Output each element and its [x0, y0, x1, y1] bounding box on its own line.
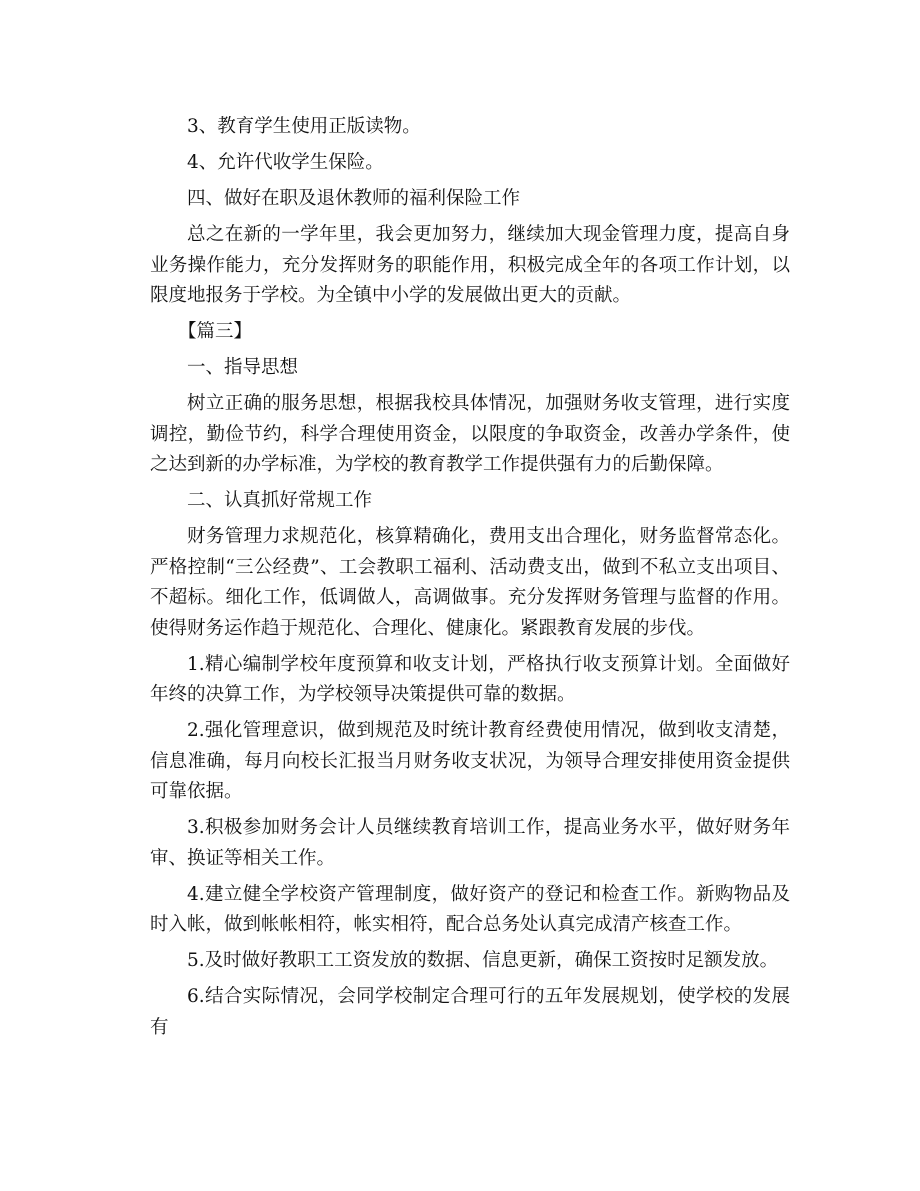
- numbered-item-6: 6.结合实际情况，会同学校制定合理可行的五年发展规划，使学校的发展有: [150, 986, 790, 1038]
- numbered-item-1: 1.精心编制学校年度预算和收支计划，严格执行收支预算计划。全面做好年终的决算工作，为学校领导决策提供可靠的数据。: [150, 653, 790, 705]
- list-item-3: 3、教育学生使用正版读物。: [187, 116, 421, 137]
- numbered-item-4: 4.建立健全学校资产管理制度，做好资产的登记和检查工作。新购物品及时入帐，做到帐帐相符，帐实相符，配合总务处认真完成清产核查工作。: [150, 883, 790, 935]
- section-heading-1: 一、指导思想: [187, 357, 299, 378]
- body-paragraph-summary: 总之在新的一学年里，我会更加努力，继续加大现金管理力度，提高自身业务操作能力，充分发挥财务的职能作用，积极完成全年的各项工作计划，以限度地报务于学校。为全镇中小学的发展做出更大的贡献。: [150, 224, 790, 306]
- body-paragraph-guiding: 树立正确的服务思想，根据我校具体情况，加强财务收支管理，进行实度调控，勤俭节约，科学合理使用资金，以限度的争取资金，改善办学条件，使之达到新的办学标准，为学校的教育教学工作提供强有力的后勤保障。: [150, 393, 790, 475]
- list-item-4: 4、允许代收学生保险。: [187, 152, 384, 173]
- section-heading-4: 四、做好在职及退休教师的福利保险工作: [187, 188, 521, 209]
- numbered-item-3: 3.积极参加财务会计人员继续教育培训工作，提高业务水平，做好财务年审、换证等相关工作。: [150, 817, 790, 869]
- body-paragraph-routine: 财务管理力求规范化，核算精确化，费用支出合理化，财务监督常态化。严格控制“三公经费”、工会教职工福利、活动费支出，做到不私立支出项目、不超标。细化工作，低调做人，高调做事。充分发挥财务管理与监督的作用。使得财务运作趋于规范化、合理化、健康化。紧跟教育发展的步伐。: [150, 526, 790, 639]
- document-body: [150, 112, 790, 1049]
- part-three-title: 【篇三】: [178, 321, 253, 342]
- section-heading-2: 二、认真抓好常规工作: [187, 490, 373, 511]
- numbered-item-5: 5.及时做好教职工工资发放的数据、信息更新，确保工资按时足额发放。: [187, 950, 779, 971]
- numbered-item-2: 2.强化管理意识，做到规范及时统计教育经费使用情况，做到收支清楚，信息准确，每月向校长汇报当月财务收支状况，为领导合理安排使用资金提供可靠依据。: [150, 720, 790, 802]
